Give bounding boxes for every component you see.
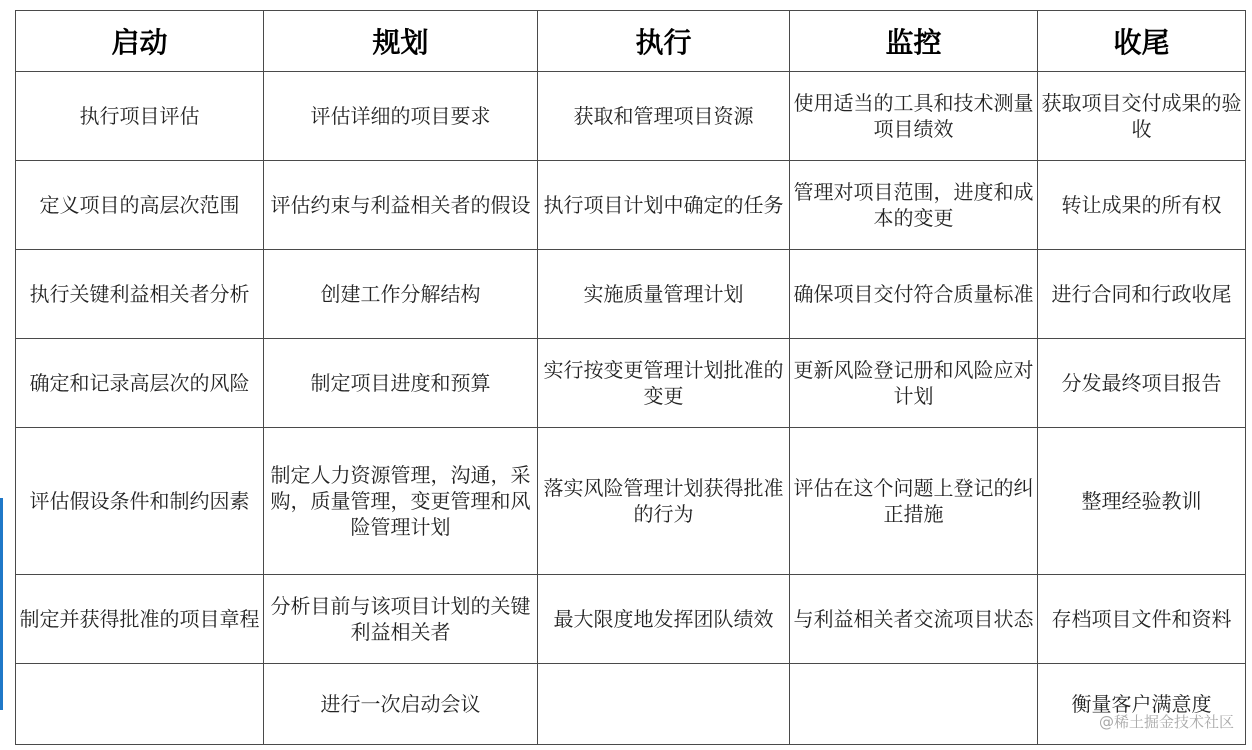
table-cell: 存档项目文件和资料 — [1038, 575, 1246, 664]
table-cell: 分析目前与该项目计划的关键利益相关者 — [264, 575, 538, 664]
table-cell: 制定并获得批准的项目章程 — [16, 575, 264, 664]
table-cell: 执行项目评估 — [16, 72, 264, 161]
table-cell: 执行项目计划中确定的任务 — [538, 161, 790, 250]
table-row — [16, 664, 1246, 745]
table-cell: 分发最终项目报告 — [1038, 339, 1246, 428]
table-cell — [790, 664, 1038, 745]
table-cell: 与利益相关者交流项目状态 — [790, 575, 1038, 664]
header-initiating: 启动 — [16, 11, 264, 72]
process-groups-table — [15, 10, 1246, 745]
table-row — [16, 339, 1246, 428]
table-cell: 更新风险登记册和风险应对计划 — [790, 339, 1038, 428]
table-row — [16, 575, 1246, 664]
table-cell: 制定人力资源管理，沟通，采购，质量管理，变更管理和风险管理计划 — [264, 428, 538, 575]
header-planning: 规划 — [264, 11, 538, 72]
watermark: @稀土掘金技术社区 — [1098, 713, 1234, 731]
table-cell: 管理对项目范围，进度和成本的变更 — [790, 161, 1038, 250]
table-cell: 转让成果的所有权 — [1038, 161, 1246, 250]
table-cell — [16, 664, 264, 745]
table-cell: 进行一次启动会议 — [264, 664, 538, 745]
header-monitoring: 监控 — [790, 11, 1038, 72]
table-cell: 评估假设条件和制约因素 — [16, 428, 264, 575]
table-cell: 评估详细的项目要求 — [264, 72, 538, 161]
table-cell: 执行关键利益相关者分析 — [16, 250, 264, 339]
table-cell: 实施质量管理计划 — [538, 250, 790, 339]
table-cell: 确保项目交付符合质量标准 — [790, 250, 1038, 339]
table-cell: 定义项目的高层次范围 — [16, 161, 264, 250]
table-row — [16, 161, 1246, 250]
table-row — [16, 250, 1246, 339]
header-row — [16, 11, 1246, 72]
table-cell: 获取和管理项目资源 — [538, 72, 790, 161]
table-row — [16, 72, 1246, 161]
table-cell: 使用适当的工具和技术测量项目绩效 — [790, 72, 1038, 161]
table-cell: 衡量客户满意度 — [1038, 664, 1246, 745]
table-cell: 确定和记录高层次的风险 — [16, 339, 264, 428]
table-cell: 获取项目交付成果的验收 — [1038, 72, 1246, 161]
table-cell: 最大限度地发挥团队绩效 — [538, 575, 790, 664]
header-closing: 收尾 — [1038, 11, 1246, 72]
table-cell: 进行合同和行政收尾 — [1038, 250, 1246, 339]
table-cell: 落实风险管理计划获得批准的行为 — [538, 428, 790, 575]
table-row — [16, 428, 1246, 575]
table-cell — [538, 664, 790, 745]
left-accent-bar — [0, 498, 3, 710]
table-cell: 整理经验教训 — [1038, 428, 1246, 575]
table-cell: 实行按变更管理计划批准的变更 — [538, 339, 790, 428]
table-cell: 评估在这个问题上登记的纠正措施 — [790, 428, 1038, 575]
table-cell: 制定项目进度和预算 — [264, 339, 538, 428]
table-cell: 评估约束与利益相关者的假设 — [264, 161, 538, 250]
header-executing: 执行 — [538, 11, 790, 72]
table-cell: 创建工作分解结构 — [264, 250, 538, 339]
